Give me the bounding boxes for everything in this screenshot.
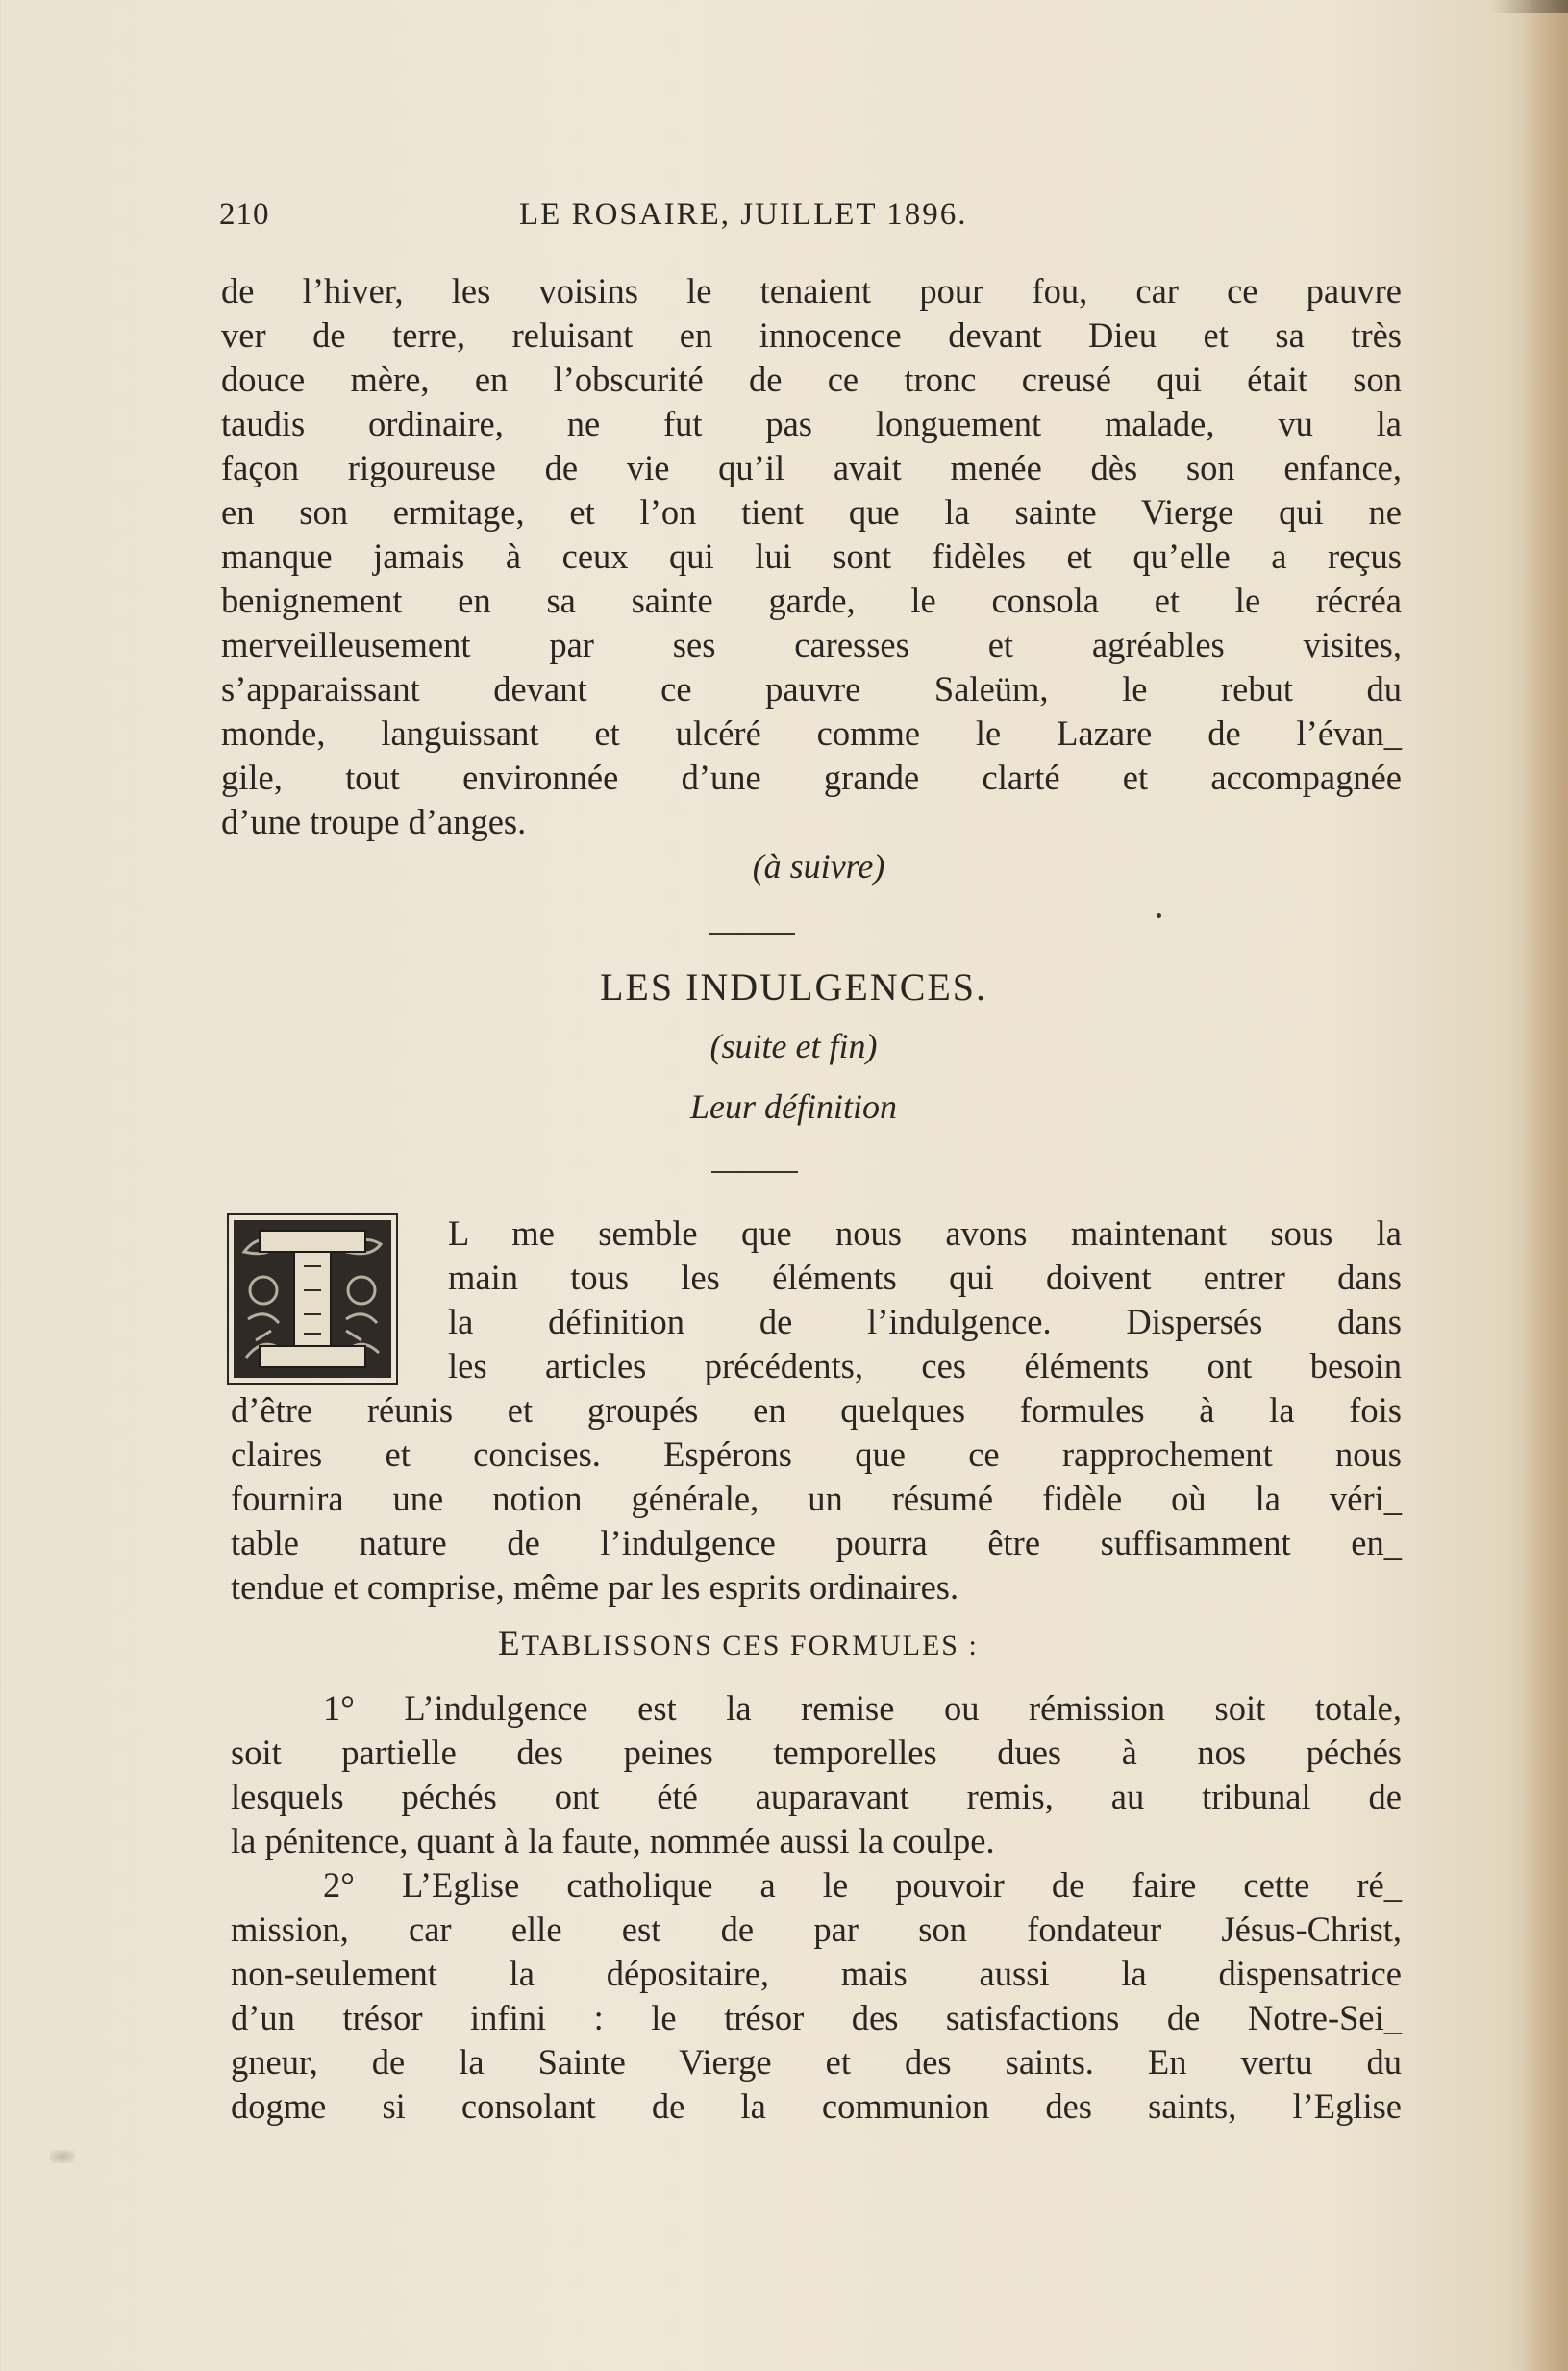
text-line: fournira une notion générale, un résumé fidèle où la véri_ [231,1479,1402,1518]
text-line: dogme si consolant de la communion des saints, l’Eglise [231,2086,1402,2126]
text-line: benignement en sa sainte garde, le consola et le récréa [221,581,1402,620]
running-title: LE ROSAIRE, JUILLET 1896. [519,197,968,232]
text-line: merveilleusement par ses caresses et agréables visites, [221,625,1402,664]
text-line: mission, car elle est de par son fondateur Jésus-Christ, [231,1909,1402,1949]
text-line: la définition de l’indulgence. Dispersés dans [448,1302,1402,1341]
paper-smudge [50,2150,75,2163]
text-line: les articles précédents, ces éléments ont besoin [448,1346,1402,1385]
text-line: claires et concises. Espérons que ce rapprochement nous [231,1435,1402,1474]
text-line: façon rigoureuse de vie qu’il avait menée dès son enfance, [221,448,1402,487]
text-line: la pénitence, quant à la faute, nommée aussi la coulpe. [231,1821,995,1860]
ink-dot [1157,913,1161,918]
text-line: manque jamais à ceux qui lui sont fidèles et qu’elle a reçus [221,537,1402,576]
running-header [219,197,1373,245]
text-line: en son ermitage, et l’on tient que la sainte Vierge qui ne [221,492,1402,532]
text-line: d’une troupe d’anges. [221,802,527,841]
text-line: soit partielle des peines temporelles dues à nos péchés [231,1733,1402,1772]
article-title: LES INDULGENCES. [599,965,988,1009]
page-corner-shadow [1491,0,1568,13]
text-line: main tous les éléments qui doivent entrer dans [448,1258,1402,1297]
text-line: 2° L’Eglise catholique a le pouvoir de faire cette ré_ [323,1865,1402,1905]
formulas-heading [498,1623,979,1664]
section-heading: Leur définition [690,1087,897,1126]
section-divider [711,1171,798,1173]
article-body [231,1211,1402,2173]
text-line: d’être réunis et groupés en quelques formules à la fois [231,1390,1402,1430]
section-divider [709,933,795,935]
text-line: L me semble que nous avons maintenant sous la [448,1213,1402,1253]
text-line: d’un trésor infini : le trésor des satisfactions de Notre-Sei_ [231,1998,1402,2037]
article-subtitle: (suite et fin) [709,1027,878,1065]
text-line: taudis ordinaire, ne fut pas longuement malade, vu la [221,404,1402,443]
formulas-heading-text: TABLISSONS CES FORMULES : [521,1630,979,1661]
text-line: s’apparaissant devant ce pauvre Saleüm, le rebut du [221,669,1402,709]
to-be-continued: (à suivre) [752,847,885,886]
text-line: monde, languissant et ulcéré comme le Lazare de l’évan_ [221,713,1402,753]
continuation-paragraph [221,269,1402,846]
text-line: 1° L’indulgence est la remise ou rémission soit totale, [323,1688,1402,1728]
text-line: tendue et comprise, même par les esprits ordinaires. [231,1567,959,1607]
text-line: non-seulement la dépositaire, mais aussi la dispensatrice [231,1954,1402,1993]
formulas-heading-initial: E [498,1624,522,1663]
text-line: table nature de l’indulgence pourra être suffisamment en_ [231,1523,1402,1562]
text-line: gile, tout environnée d’une grande clarté et accompagnée [221,758,1402,797]
page-edge-shadow [1522,0,1568,2371]
text-line: ver de terre, reluisant en innocence devant Dieu et sa très [221,315,1402,355]
page-number: 210 [219,197,270,232]
text-line: lesquels péchés ont été auparavant remis, au tribunal de [231,1777,1402,1816]
text-line: douce mère, en l’obscurité de ce tronc creusé qui était son [221,360,1402,399]
text-line: de l’hiver, les voisins le tenaient pour fou, car ce pauvre [221,271,1402,311]
text-line: gneur, de la Sainte Vierge et des saints. En vertu du [231,2042,1402,2082]
